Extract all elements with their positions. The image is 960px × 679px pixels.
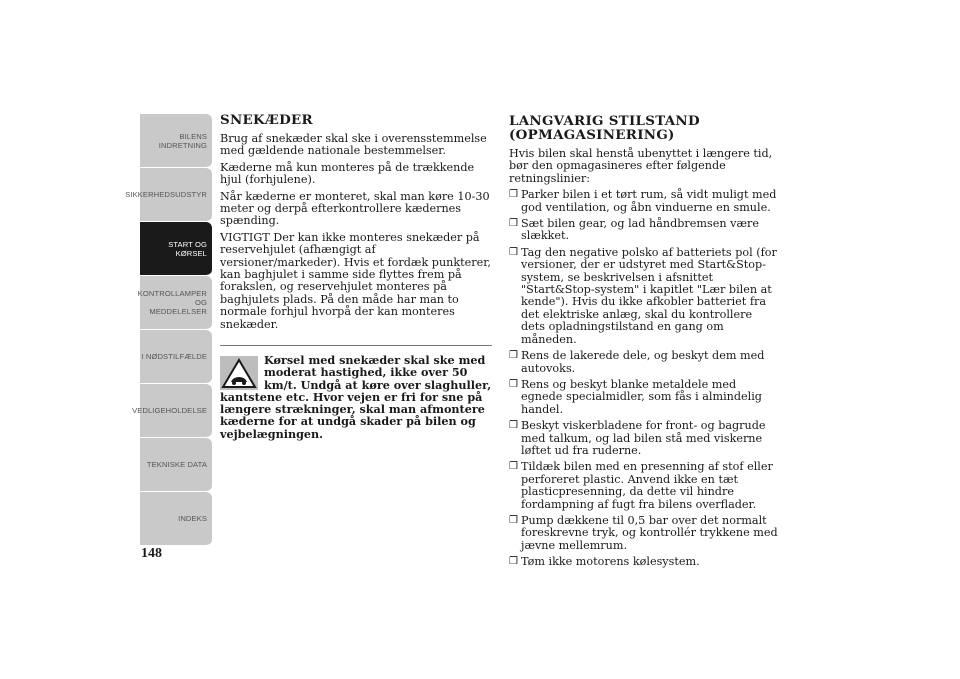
list-item: ❒ Parker bilen i et tørt rum, så vidt muligt med god ventilation, og åbn vinduerne en smule. (509, 188, 777, 214)
tab-start-og-korsel[interactable]: START OG KØRSEL (140, 222, 212, 276)
checkbox-bullet-icon: ❒ (509, 420, 518, 432)
list-item: ❒ Sæt bilen gear, og lad håndbremsen være slækket. (509, 217, 759, 243)
list-item: ❒ Rens og beskyt blanke metaldele med egnede specialmidler, som fås i almindelig handel. (509, 377, 762, 416)
paragraph: Når kæderne er monteret, skal man køre 10-30 meter og derpå efterkontrollere kædernes spænding. (220, 189, 490, 228)
tab-kontrollamper[interactable]: KONTROLLAMPER OG MEDDELELSER (140, 276, 212, 330)
warning-box (220, 345, 492, 440)
right-column (509, 114, 779, 573)
tab-vedligeholdelse[interactable]: VEDLIGEHOLDELSE (140, 384, 212, 438)
tab-sikkerhedsudstyr[interactable]: SIKKERHEDSUDSTYR (140, 168, 212, 222)
checkbox-bullet-icon: ❒ (509, 556, 518, 568)
checkbox-bullet-icon: ❒ (509, 514, 518, 526)
page-number: 148 (141, 546, 162, 561)
list-item: ❒ Tag den negative polsko af batteriets pol (for versioner, der er udstyret med Start&Stop-system, se beskrivelsen i afsnittet "Start&Stop-system" i kapitlet "Lær bilen at kende"). Hvis du ikke afkobler batteriet fra det elektriske anlæg, skal du kontrollere dets opladningstilstand en gang om måneden. (509, 245, 777, 346)
list-item: ❒ Pump dækkene til 0,5 bar over det normalt foreskrevne tryk, og kontrollér trykkene med jævne mellemrum. (509, 513, 778, 552)
storage-checklist (509, 189, 779, 568)
section-title-langvarig-stilstand: LANGVARIG STILSTAND (OPMAGASINERING) (509, 113, 700, 143)
checkbox-bullet-icon: ❒ (509, 189, 518, 201)
section-title-snekaeder: SNEKÆDER (220, 112, 313, 128)
left-column (220, 113, 492, 335)
warning-text-rest: kantstene etc. Hvor vejen er fri for sne på længere strækninger, skal man afmontere kæderne for at undgå skader på bilen og vejbelægningen. (220, 389, 485, 441)
checkbox-bullet-icon: ❒ (509, 246, 518, 258)
tab-tekniske-data[interactable]: TEKNISKE DATA (140, 438, 212, 492)
intro-paragraph: Hvis bilen skal henstå ubenyttet i længere tid, bør den opmagasineres efter følgende retningslinier: (509, 147, 773, 185)
paragraph: Kæderne må kun monteres på de trækkende hjul (forhjulene). (220, 160, 475, 187)
paragraph: VIGTIGT Der kan ikke monteres snekæder på reservehjulet (afhængigt af versioner/markeder). Hvis et fordæk punkterer, kan baghjulet i samme side flyttes frem på forakslen, og reservehjulet monteres på baghjulets plads. På den måde har man to normale forhjul hvorpå der kan monteres snekæder. (220, 230, 491, 331)
checkbox-bullet-icon: ❒ (509, 378, 518, 390)
checkbox-bullet-icon: ❒ (509, 461, 518, 473)
warning-text-first: Kørsel med snekæder skal ske med moderat hastighed, ikke over 50 km/t. Undgå at køre over slaghuller, (264, 353, 492, 392)
list-item: ❒ Tildæk bilen med en presenning af stof eller perforeret plastic. Anvend ikke en tæt plasticpresenning, da dette vil hindre fordampning af fugt fra bilens overflader. (509, 460, 773, 511)
checkbox-bullet-icon: ❒ (509, 218, 518, 230)
paragraph: Brug af snekæder skal ske i overensstemmelse med gældende nationale bestemmelser. (220, 132, 487, 158)
tab-i-nodstilfaelde[interactable]: I NØDSTILFÆLDE (140, 330, 212, 384)
checkbox-bullet-icon: ❒ (509, 350, 518, 362)
list-item: ❒ Tøm ikke motorens kølesystem. (509, 555, 700, 569)
list-item: ❒ Rens de lakerede dele, og beskyt dem med autovoks. (509, 349, 765, 375)
warning-triangle-icon (220, 356, 258, 390)
tab-bilens-indretning[interactable]: BILENS INDRETNING (140, 114, 212, 168)
chapter-tabs (125, 114, 212, 546)
list-item: ❒ Beskyt viskerbladene for front- og bagrude med talkum, og lad bilen stå med viskerne løftet ud fra ruderne. (509, 419, 766, 457)
tab-indeks[interactable]: INDEKS (140, 492, 212, 546)
